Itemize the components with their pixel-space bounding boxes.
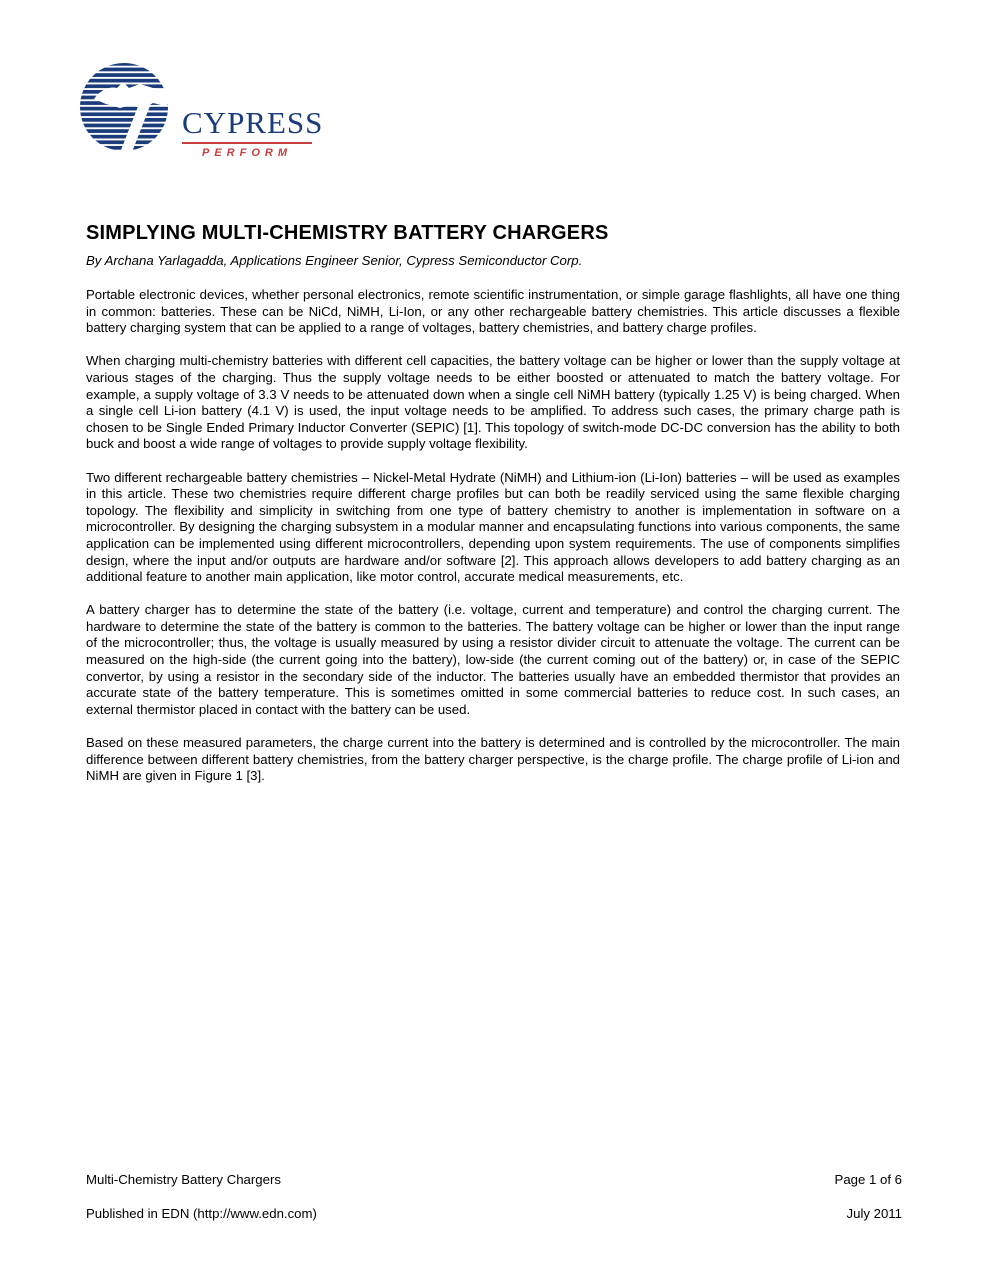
perform-tagline: PERFORM: [202, 147, 292, 159]
footer-row-2: [86, 1206, 902, 1221]
article-paragraph-5: Based on these measured parameters, the charge current into the battery is determined and is controlled by the microcontroller. The main difference between different battery chemistries, from the battery charger perspective, is the charge profile. The charge profile of Li-ion and NiMH are given in Figure 1 [3].: [86, 735, 900, 784]
footer-row-1: [86, 1172, 902, 1187]
article-paragraph-3: Two different rechargeable battery chemistries – Nickel-Metal Hydrate (NiMH) and Lithium-ion (Li-Ion) batteries – will be used as examples in this article. These two chemistries require different charge profiles but can both be readily serviced using the same flexible charging topology. The flexibility and simplicity in switching from one type of battery chemistry to another is implementation in software on a microcontroller. By designing the charging subsystem in a modular manner and encapsulating functions into various components, the same application can be implemented using different microcontrollers, depending upon system requirements. The use of components simplifies design, where the input and/or outputs are hardware and/or software [2]. This approach allows developers to add battery charging as an additional feature to another main application, like motor control, accurate medical measurements, etc.: [86, 469, 900, 585]
article-title: SIMPLYING MULTI-CHEMISTRY BATTERY CHARGERS: [86, 222, 609, 244]
article-paragraph-4: A battery charger has to determine the state of the battery (i.e. voltage, current and temperature) and control the charging current. The hardware to determine the state of the battery is common to the batteries. The battery voltage can be higher or lower than the input range of the microcontroller; thus, the voltage is usually measured by using a resistor divider circuit to attenuate the voltage. The current can be measured on the high-side (the current going into the battery), low-side (the current coming out of the battery) or, in case of the SEPIC convertor, by using a resistor in the secondary side of the inductor. The batteries usually have an embedded thermistor that provides an accurate state of the battery temperature. This is sometimes omitted in some commercial batteries to reduce cost. In such cases, an external thermistor placed in contact with the battery can be used.: [86, 602, 900, 717]
logo-divider-rule: [182, 142, 312, 144]
article-paragraph-2: When charging multi-chemistry batteries with different cell capacities, the battery voltage can be higher or lower than the supply voltage at various stages of the charging. Thus the supply voltage needs to be either boosted or attenuated to match the battery voltage. For example, a supply voltage of 3.3 V needs to be attenuated down when a single cell NiMH battery (typically 1.25 V) is being charged. When a single cell Li-ion battery (4.1 V) is used, the input voltage needs to be amplified. To address such cases, the primary charge path is chosen to be Single Ended Primary Inductor Converter (SEPIC) [1]. This topology of switch-mode DC-DC conversion has the ability to both buck and boost a wide range of voltages to provide supply voltage flexibility.: [86, 353, 900, 452]
page-footer: [86, 1172, 902, 1221]
cypress-wordmark: CYPRESS: [182, 105, 324, 140]
article-byline: By Archana Yarlagadda, Applications Engineer Senior, Cypress Semiconductor Corp.: [86, 253, 583, 268]
footer-publication: Published in EDN (http://www.edn.com): [86, 1206, 317, 1221]
logo-text-block: [182, 105, 324, 159]
footer-doc-title: Multi-Chemistry Battery Chargers: [86, 1172, 281, 1187]
footer-date: July 2011: [846, 1206, 902, 1221]
cypress-logo: [80, 60, 325, 160]
footer-page-number: Page 1 of 6: [834, 1172, 902, 1187]
article-paragraph-1: Portable electronic devices, whether personal electronics, remote scientific instrumentation, or simple garage flashlights, all have one thing in common: batteries. These can be NiCd, NiMH, Li-Ion, or any other rechargeable battery chemistries. This article discusses a flexible battery charging system that can be applied to a range of voltages, battery chemistries, and battery charge profiles.: [86, 287, 900, 336]
article-body: [86, 222, 900, 801]
